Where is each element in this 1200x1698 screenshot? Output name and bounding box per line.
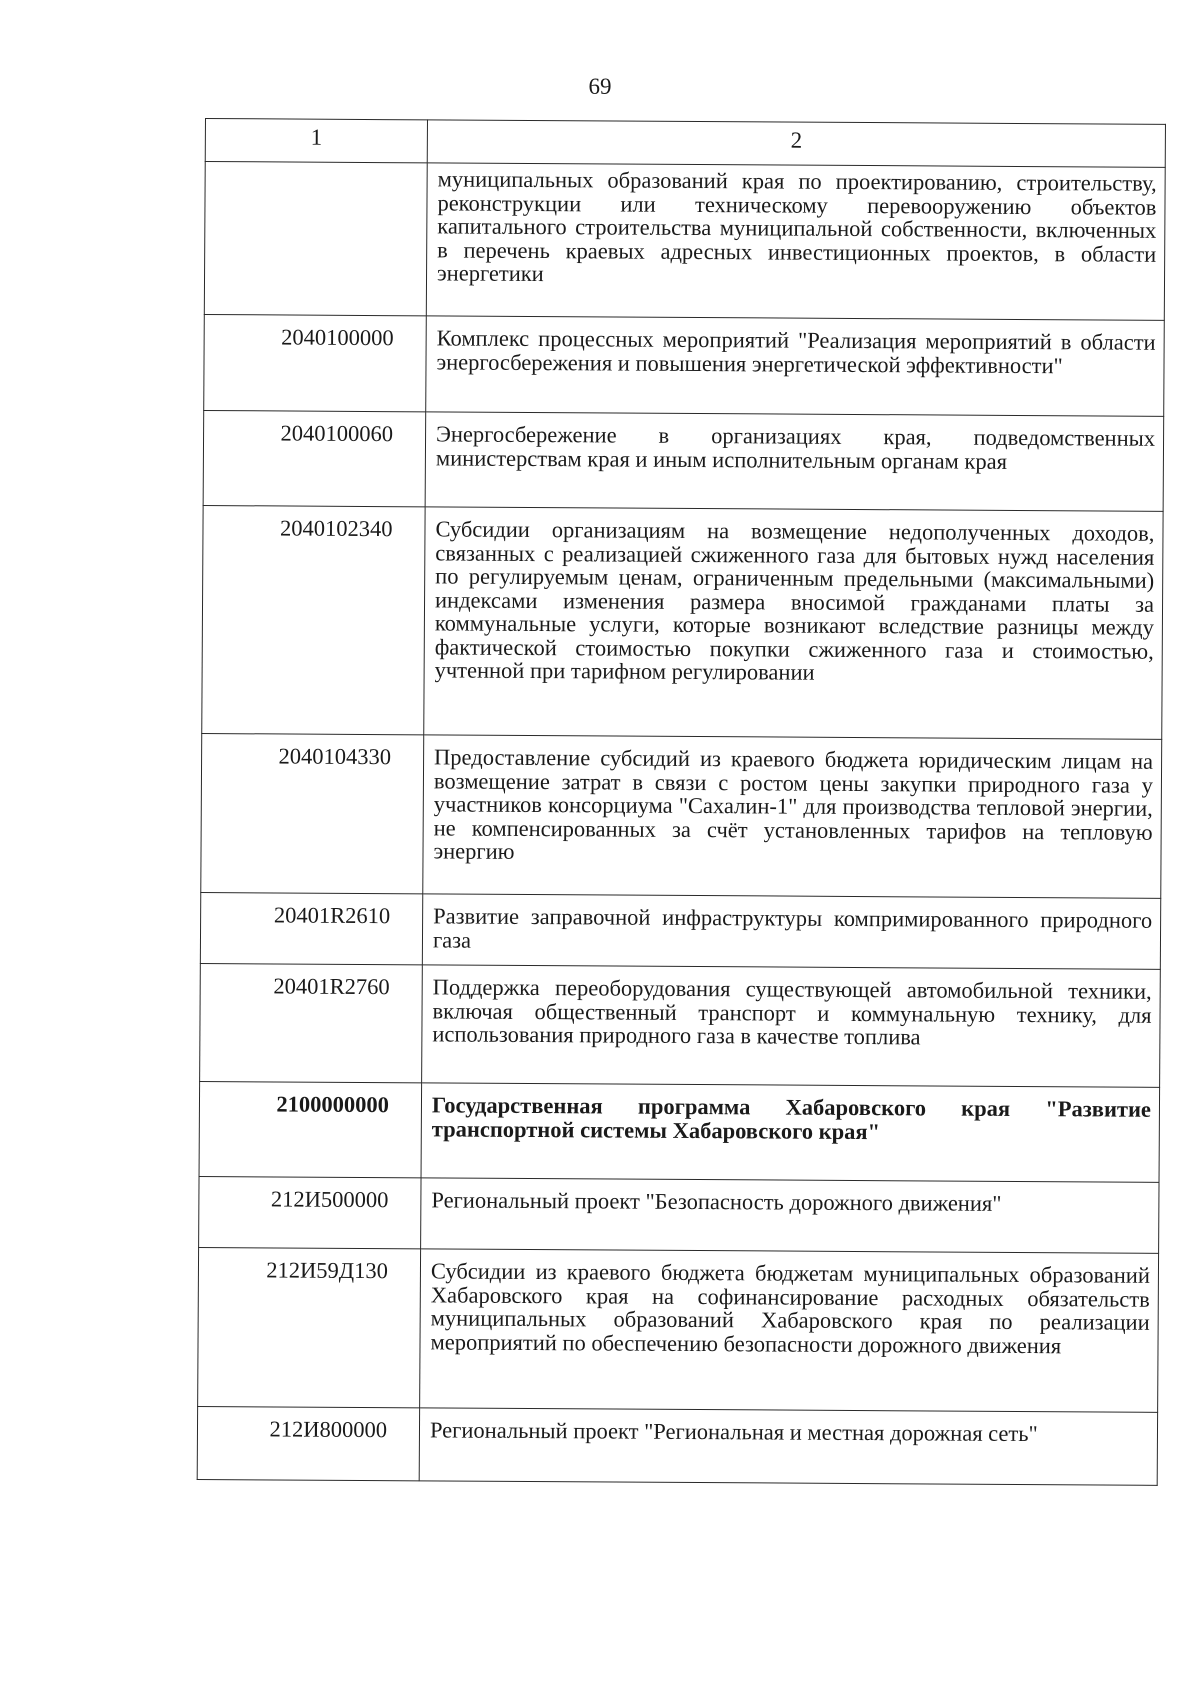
code-cell: 20401R2610: [200, 892, 422, 964]
table-row: [201, 733, 1162, 898]
code-cell: 2040100000: [204, 314, 427, 411]
description-cell: Энергосбережение в организациях края, подведомственных министерствам края и иным исполнительным органам края: [425, 412, 1164, 512]
column-header-code: 1: [205, 119, 427, 163]
description-cell: Субсидии организациям на возмещение недополученных доходов, связанных с реализацией сжиженного газа для бытовых нужд населения по регулируемым ценам, ограниченным предельными (максимальными) индексами изменения размера вносимой гражданами платы за коммунальные услуги, которые возникают вследствие разницы между фактической стоимостью покупки сжиженного газа и стоимостью, учтенной при тарифном регулировании: [424, 507, 1163, 740]
description-cell: Государственная программа Хабаровского края "Развитие транспортной системы Хабаровского края": [421, 1083, 1160, 1183]
table-header-row: [205, 119, 1165, 168]
table-row-continuation: [204, 162, 1165, 321]
code-cell-empty: [204, 162, 427, 316]
budget-classification-table: [197, 118, 1166, 1486]
table-row: [199, 1176, 1159, 1253]
code-cell: 2040104330: [201, 733, 424, 893]
description-cell: Субсидии из краевого бюджета бюджетам муниципальных образований Хабаровского края на софинансирование расходных обязательств муниципальных образований Хабаровского края по реализации мероприятий по обеспечению безопасности дорожного движения: [420, 1249, 1159, 1413]
table-row: [204, 314, 1165, 416]
code-cell: 2100000000: [199, 1081, 422, 1177]
code-cell: 212И59Д130: [198, 1247, 421, 1407]
code-cell: 2040102340: [202, 505, 425, 734]
code-cell: 2040100060: [203, 410, 426, 506]
code-cell: 20401R2760: [200, 963, 423, 1082]
table-row: [198, 1247, 1159, 1412]
description-cell: Региональный проект "Региональная и местная дорожная сеть": [419, 1408, 1157, 1486]
code-cell: 212И800000: [197, 1406, 419, 1480]
table-row: [203, 410, 1164, 511]
table-row: [202, 505, 1163, 739]
table-row: [197, 1406, 1157, 1485]
description-cell: Предоставление субсидий из краевого бюджета юридическим лицам на возмещение затрат в связи с ростом цены закупки природного газа у участников консорциума "Сахалин-1" для производства тепловой энергии, не компенсированных за счёт установленных тарифов на тепловую энергию: [423, 735, 1162, 899]
description-cell: Развитие заправочной инфраструктуры компримированного природного газа: [422, 894, 1160, 970]
description-cell-continuation: муниципальных образований края по проектированию, строительству, реконструкции или техническому перевооружению объектов капитального строительства муниципальной собственности, включенных в перечень краевых адресных инвестиционных проектов, в области энергетики: [426, 163, 1165, 321]
description-cell: Региональный проект "Безопасность дорожного движения": [421, 1178, 1159, 1254]
budget-classification-table-wrapper: [197, 118, 1166, 1486]
column-header-description: 2: [427, 120, 1165, 168]
description-cell: Комплекс процессных мероприятий "Реализация мероприятий в области энергосбережения и повышения энергетической эффективности": [426, 316, 1165, 417]
table-row: [200, 892, 1160, 969]
page-number: 69: [588, 74, 612, 99]
code-cell: 212И500000: [199, 1176, 421, 1248]
table-row: [200, 963, 1161, 1087]
table-row-program: [199, 1081, 1160, 1182]
description-cell: Поддержка переоборудования существующей автомобильной техники, включая общественный транспорт и коммунальную технику, для использования природного газа в качестве топлива: [422, 965, 1161, 1088]
